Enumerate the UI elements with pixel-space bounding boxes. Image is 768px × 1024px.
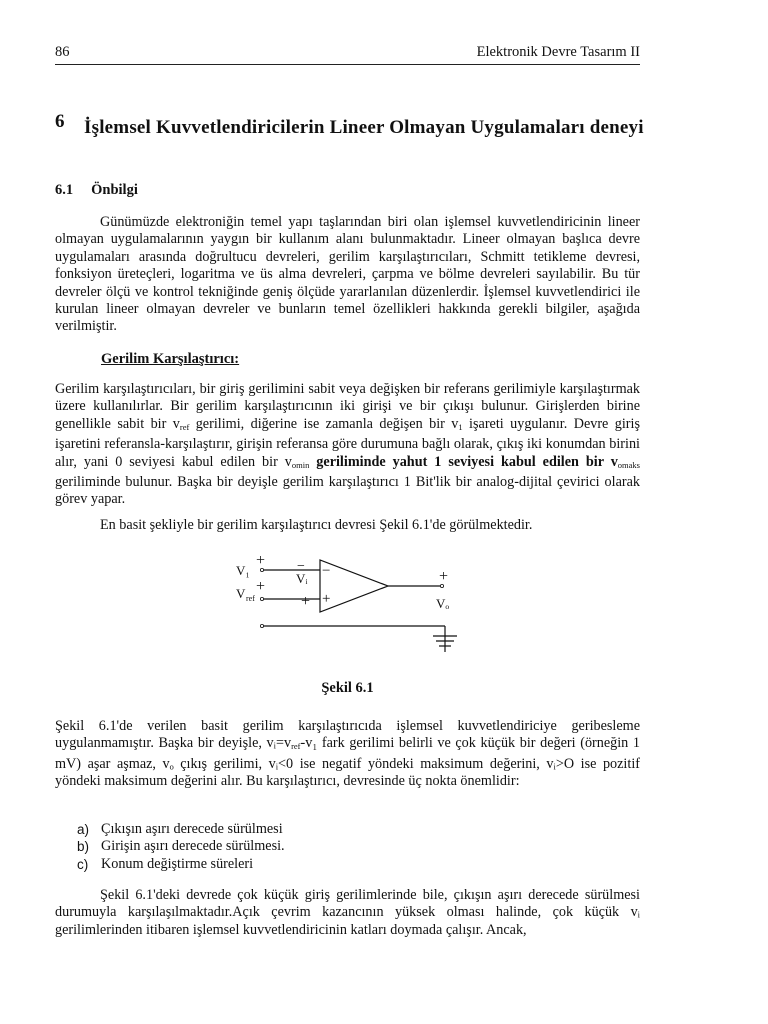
list-item xyxy=(77,821,285,838)
section-number: 6.1 xyxy=(55,182,74,198)
figure-intro-text: En basit şekliyle bir gerilim karşılaştırıcı devresi Şekil 6.1'de görülmektedir. xyxy=(100,517,533,533)
sub-1: 1 xyxy=(458,421,463,432)
comparator-circuit-diagram xyxy=(230,552,470,662)
paragraph-after-figure xyxy=(55,718,640,791)
opamp-minus-terminal: − xyxy=(322,563,331,579)
figure-caption: Şekil 6.1 xyxy=(321,680,374,696)
factor-list xyxy=(77,821,285,873)
label-vo: Vₒ xyxy=(436,596,450,611)
sub-ref: ref xyxy=(179,421,190,432)
label-vref: V xyxy=(236,586,246,601)
list-item xyxy=(77,856,285,873)
comparator-text-3: işareti uygulanır. Devre giriş işaretini referansla-karşılaştırır, girişin referansa göre durumuna bağlı olarak, çıkış iki konumdan birini alır, yani 0 seviyesi kabul edilen bir v xyxy=(55,415,640,470)
label-vi: Vᵢ xyxy=(296,571,308,586)
intro-paragraph-text: Günümüzde elektroniğin temel yapı taşlarından biri olan işlemsel kuvvetlendiricinin lineer olmayan uygulamalarının yaygın bir kullanım alanı bulunmaktadır. Lineer olmayan başlıca devre uygulamaları arasında doğrultucu devreleri, gerilim karşılaştırıcıları, Schmitt tetikleme devresi, fonksiyon üreteçleri, logaritma ve üs alma devreleri, çarpma ve bölme devreleri sayılabilir. Bu tür devreler ölçü ve kontrol tekniğinde geniş ölçüde yararlanılan düzenlerdir. İşlemsel kuvvetlendirici ile kurulan lineer olmayan devreler ve bunların temel özellikleri hakkında gerekli bilgiler, aşağıda verilmiştir. xyxy=(55,214,640,335)
label-v1: V₁ xyxy=(236,563,250,578)
comparator-text-4: geriliminde yahut 1 seviyesi kabul edilen bir v xyxy=(309,453,618,470)
label-vref-sub: ref xyxy=(246,594,255,603)
list-item-text: Konum değiştirme süreleri xyxy=(101,855,254,872)
figure-intro xyxy=(55,517,640,534)
chapter-number: 6 xyxy=(55,111,65,132)
plus-vo: + xyxy=(439,568,449,585)
running-title: Elektronik Devre Tasarım II xyxy=(476,44,640,60)
chapter-title: İşlemsel Kuvvetlendiricilerin Lineer Olmayan Uygulamaları deneyi xyxy=(84,117,644,138)
plus-v1: + xyxy=(256,552,266,569)
minus-vi: − xyxy=(297,559,305,574)
section-title: Önbilgi xyxy=(91,182,138,198)
comparator-text-2: gerilimi, diğerine ise zamanla değişen bir v xyxy=(189,415,459,432)
list-item xyxy=(77,838,285,855)
final-paragraph xyxy=(55,887,640,939)
plus-vref: + xyxy=(256,578,266,595)
page-number: 86 xyxy=(55,44,70,60)
intro-paragraph xyxy=(55,214,640,336)
sub-omin: omin xyxy=(291,459,310,470)
list-marker: c) xyxy=(77,856,89,872)
opamp-plus-terminal: + xyxy=(322,591,331,607)
page-header xyxy=(55,40,640,65)
after-text-2: -v₁ fark gerilimi belirli ve çok küçük bir değeri (örneğin 1 mV) aşar aşmaz, vₒ çıkış gerilimi, vᵢ<0 ise negatif yöndeki maksimum değerini, vᵢ>O ise pozitif yöndeki maksimum değerini alır. Bu karşılaştırıcı, devresinde üç nokta önemlidir: xyxy=(55,735,640,790)
list-marker: a) xyxy=(77,822,90,837)
subheading: Gerilim Karşılaştırıcı: xyxy=(101,351,240,367)
sub-omaks: omaks xyxy=(617,459,640,470)
comparator-text-1: Gerilim karşılaştırıcıları, bir giriş gerilimini sabit veya değişken bir referans gerilimiyle karşılaştırmak üzere kullanılırlar. Bir gerilim karşılaştırıcının iki girişi ve bir çıkışı bulunur. Girişlerden birine genellikle sabit bir v xyxy=(55,381,640,432)
comparator-text-5: geriliminde bulunur. Başka bir deyişle gerilim karşılaştırıcı 1 Bit'lik bir analog-dijital çevirici olarak görev yapar. xyxy=(55,474,640,508)
list-item-text: Çıkışın aşırı derecede sürülmesi xyxy=(101,821,283,837)
list-marker: b) xyxy=(77,839,90,855)
comparator-paragraph xyxy=(55,381,640,509)
after-text-1: Şekil 6.1'de verilen basit gerilim karşılaştırıcıda işlemsel kuvvetlendiriciye geribesleme uygulanmamıştır. Başka bir deyişle, vᵢ=v xyxy=(55,718,640,752)
final-paragraph-text: Şekil 6.1'deki devrede çok küçük giriş gerilimlerinde bile, çıkışın aşırı derecede sürülmesi durumuyla karşılaşılmaktadır.Açık çevrim kazancının yüksek olması halinde, çok küçük vᵢ gerilimlerinden itibaren işlemsel kuvvetlendiricinin katları doymada çalışır. Ancak, xyxy=(55,887,640,938)
section-heading xyxy=(55,182,138,199)
list-item-text: Girişin aşırı derecede sürülmesi. xyxy=(101,838,285,855)
sub-ref-2: ref xyxy=(291,741,301,752)
plus-vi: + xyxy=(301,593,311,610)
